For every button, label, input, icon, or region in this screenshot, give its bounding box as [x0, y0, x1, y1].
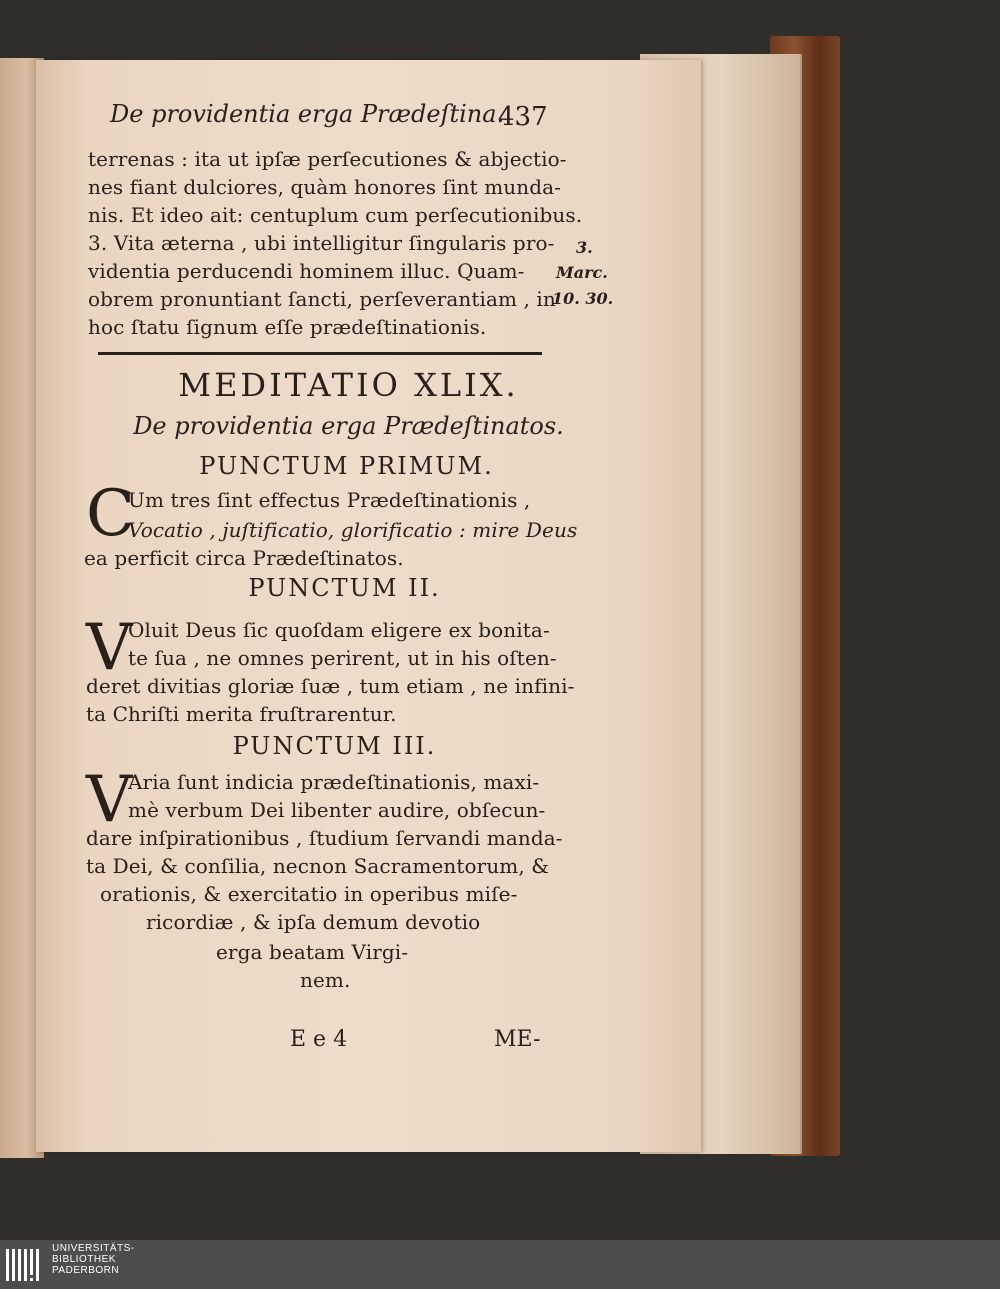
body-line: ricordiæ , & ipſa demum devotio	[146, 910, 481, 934]
body-line: Um tres ſint effectus Prædeſtinationis ,	[128, 488, 531, 512]
body-line: erga beatam Virgi-	[216, 940, 409, 964]
punctum-heading: PUNCTUM III.	[232, 732, 437, 760]
library-logo-text	[52, 1243, 135, 1276]
body-line: terrenas : ita ut ipſæ perſecutiones & abjectio-	[88, 147, 567, 171]
body-line: 3. Vita æterna , ubi intelligitur ſingularis pro-	[88, 231, 555, 255]
body-line: orationis, & exercitatio in operibus miſe-	[100, 882, 518, 906]
section-rule	[98, 352, 542, 355]
punctum-heading: PUNCTUM PRIMUM.	[199, 452, 494, 480]
margin-note: 3.	[576, 238, 593, 257]
body-line: Vocatio , juſtificatio, glorificatio : mire Deus	[128, 518, 578, 542]
page-number: 437	[498, 102, 548, 132]
book-page	[36, 60, 701, 1152]
body-line: ta Chriſti merita fruſtrarentur.	[86, 702, 397, 726]
body-line: Oluit Deus ſic quoſdam eligere ex bonita-	[128, 618, 550, 642]
signature-mark: E e 4	[290, 1027, 348, 1052]
body-line: dare inſpirationibus , ſtudium ſervandi manda-	[86, 826, 563, 850]
drop-initial: V	[86, 763, 133, 837]
body-line: nem.	[300, 968, 351, 992]
body-line: hoc ſtatu ſignum eſſe prædeſtinationis.	[88, 315, 487, 339]
body-line: videntia perducendi hominem illuc. Quam-	[88, 259, 525, 283]
body-line: te ſua , ne omnes perirent, ut in his oſten-	[128, 646, 557, 670]
body-line: deret divitias gloriæ ſuæ , tum etiam , ne infini-	[86, 674, 575, 698]
body-line: nis. Et ideo ait: centuplum cum perſecutionibus.	[88, 203, 583, 227]
running-title: De providentia erga Prædeſtina.	[110, 100, 505, 128]
body-line: ea perficit circa Prædeſtinatos.	[84, 546, 404, 570]
library-logo-icon	[6, 1245, 46, 1285]
body-line: mè verbum Dei libenter audire, obſecun-	[128, 798, 546, 822]
drop-initial: V	[86, 611, 133, 685]
margin-note: Marc.	[556, 263, 608, 282]
logo-line: BIBLIOTHEK	[52, 1254, 116, 1265]
logo-line: UNIVERSITÄTS-	[52, 1243, 135, 1254]
body-line: nes fiant dulciores, quàm honores ſint munda-	[88, 175, 562, 199]
logo-line: PADERBORN	[52, 1265, 120, 1276]
catchword: ME-	[494, 1027, 541, 1052]
library-footer-bar	[0, 1240, 1000, 1289]
margin-note: 10. 30.	[552, 289, 614, 308]
body-line: ta Dei, & conſilia, necnon Sacramentorum, &	[86, 854, 550, 878]
meditation-title: MEDITATIO XLIX.	[178, 366, 519, 404]
drop-initial: C	[86, 477, 135, 551]
body-line: obrem pronuntiant ſancti, perſeverantiam , in	[88, 287, 556, 311]
meditation-subtitle: De providentia erga Prædeſtinatos.	[133, 412, 564, 440]
punctum-heading: PUNCTUM II.	[248, 574, 441, 602]
body-line: Aria ſunt indicia prædeſtinationis, maxi-	[128, 770, 540, 794]
